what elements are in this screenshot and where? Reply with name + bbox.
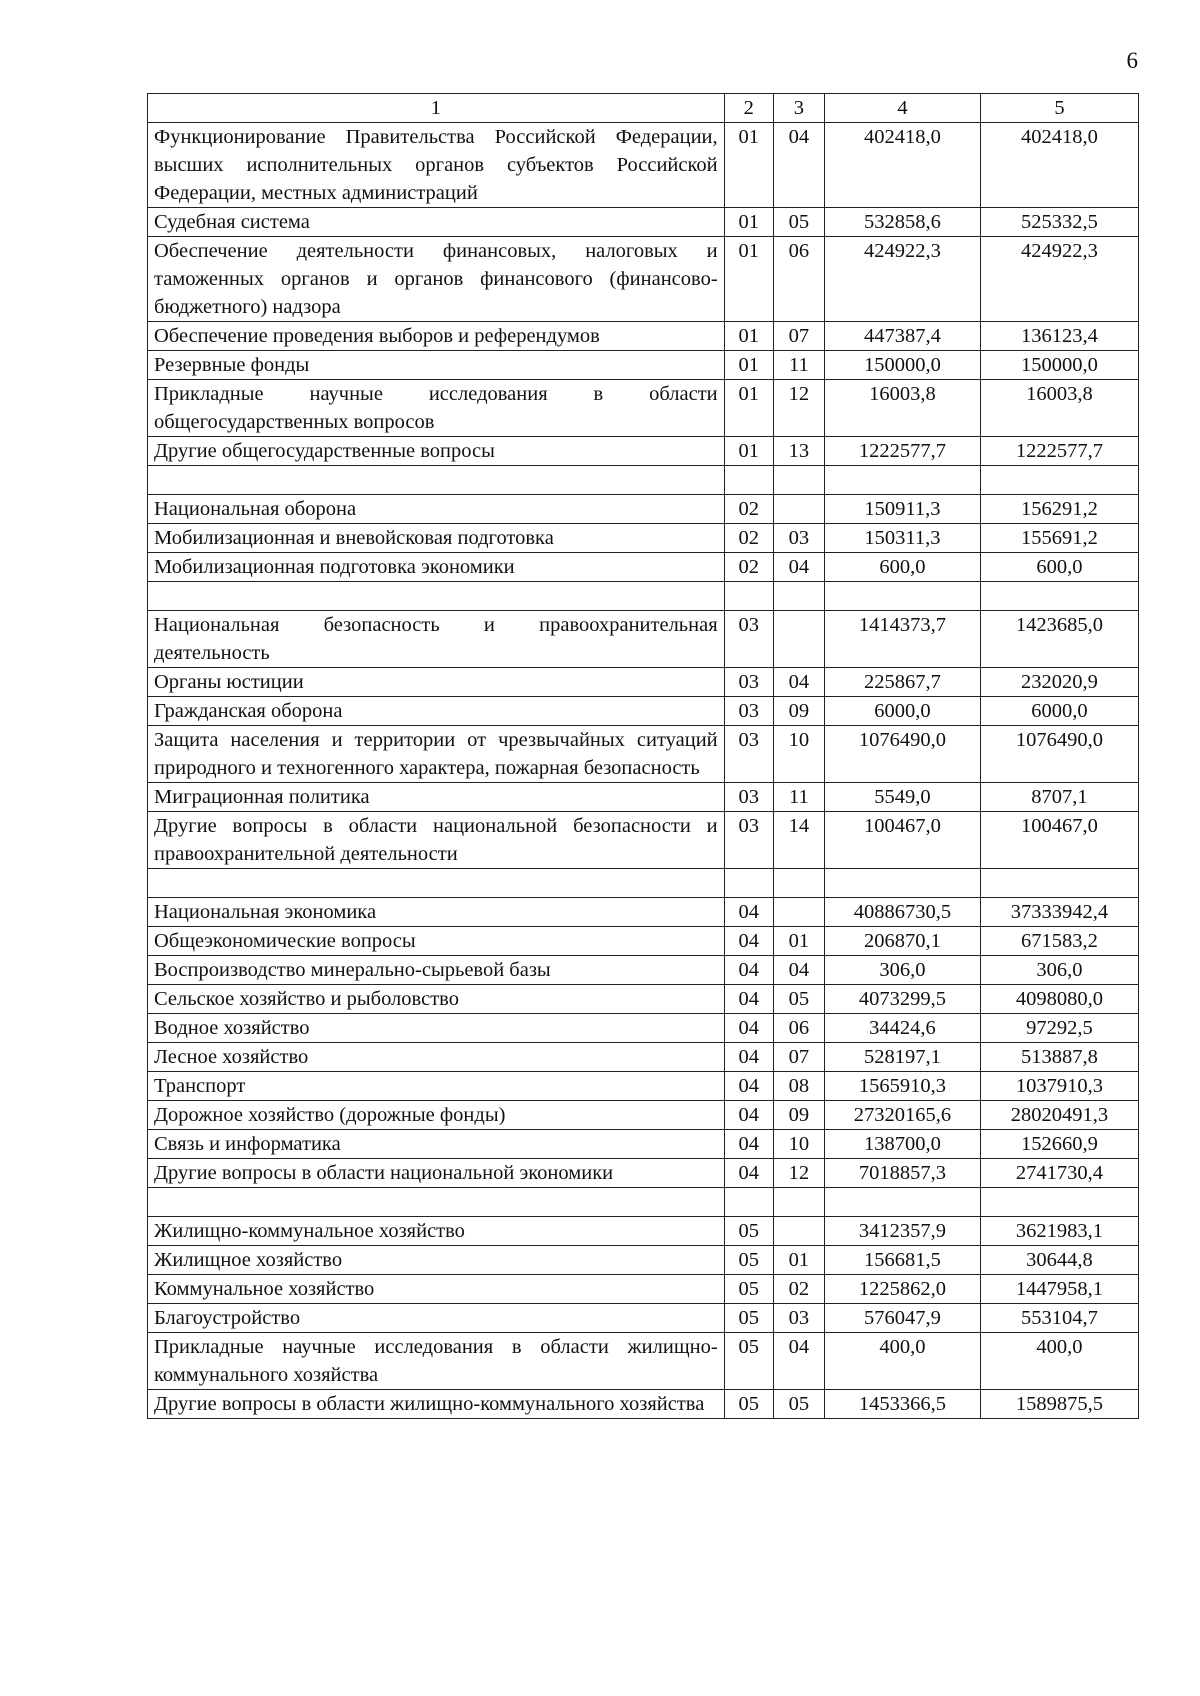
section-code-cell: 03 xyxy=(724,726,773,783)
subsection-code-cell xyxy=(773,1217,824,1246)
value-col5-cell: 513887,8 xyxy=(980,1043,1138,1072)
table-row xyxy=(148,1130,1139,1159)
row-name-cell: Жилищное хозяйство xyxy=(148,1246,725,1275)
row-name-cell: Благоустройство xyxy=(148,1304,725,1333)
section-code-cell: 02 xyxy=(724,553,773,582)
value-col5-cell: 136123,4 xyxy=(980,322,1138,351)
value-col5-cell: 100467,0 xyxy=(980,812,1138,869)
section-code-cell: 03 xyxy=(724,697,773,726)
empty-cell xyxy=(980,466,1138,495)
table-row xyxy=(148,1014,1139,1043)
value-col4-cell: 1222577,7 xyxy=(825,437,981,466)
subsection-code-cell: 09 xyxy=(773,1101,824,1130)
subsection-code-cell: 11 xyxy=(773,783,824,812)
table-row xyxy=(148,697,1139,726)
subsection-code-cell: 08 xyxy=(773,1072,824,1101)
empty-cell xyxy=(980,869,1138,898)
table-body xyxy=(148,94,1139,1419)
subsection-code-cell xyxy=(773,898,824,927)
table-row xyxy=(148,553,1139,582)
section-code-cell: 02 xyxy=(724,524,773,553)
table-row xyxy=(148,611,1139,668)
table-row xyxy=(148,495,1139,524)
empty-cell xyxy=(724,582,773,611)
row-name-cell: Мобилизационная и вневойсковая подготовка xyxy=(148,524,725,553)
value-col5-cell: 150000,0 xyxy=(980,351,1138,380)
section-code-cell: 05 xyxy=(724,1217,773,1246)
table-row xyxy=(148,380,1139,437)
table-row xyxy=(148,1101,1139,1130)
value-col4-cell: 3412357,9 xyxy=(825,1217,981,1246)
row-name-cell: Национальная экономика xyxy=(148,898,725,927)
value-col4-cell: 150911,3 xyxy=(825,495,981,524)
section-code-cell: 03 xyxy=(724,783,773,812)
row-name-cell: Другие вопросы в области жилищно-коммунального хозяйства xyxy=(148,1390,725,1419)
subsection-code-cell xyxy=(773,495,824,524)
row-name-cell: Судебная система xyxy=(148,208,725,237)
subsection-code-cell: 13 xyxy=(773,437,824,466)
empty-cell xyxy=(773,582,824,611)
value-col4-cell: 206870,1 xyxy=(825,927,981,956)
value-col5-cell: 1423685,0 xyxy=(980,611,1138,668)
section-code-cell: 01 xyxy=(724,123,773,208)
subsection-code-cell: 05 xyxy=(773,208,824,237)
blank-row xyxy=(148,869,1139,898)
empty-cell xyxy=(773,869,824,898)
subsection-code-cell: 10 xyxy=(773,1130,824,1159)
section-code-cell: 01 xyxy=(724,380,773,437)
value-col4-cell: 156681,5 xyxy=(825,1246,981,1275)
value-col4-cell: 1565910,3 xyxy=(825,1072,981,1101)
row-name-cell: Функционирование Правительства Российской Федерации, высших исполнительных органов субъектов Российской Федерации, местных администраций xyxy=(148,123,725,208)
value-col4-cell: 150000,0 xyxy=(825,351,981,380)
header-cell: 1 xyxy=(148,94,725,123)
table-row xyxy=(148,1275,1139,1304)
row-name-cell: Защита населения и территории от чрезвычайных ситуаций природного и техногенного характера, пожарная безопасность xyxy=(148,726,725,783)
table-row xyxy=(148,1304,1139,1333)
value-col5-cell: 1447958,1 xyxy=(980,1275,1138,1304)
empty-cell xyxy=(825,582,981,611)
value-col5-cell: 424922,3 xyxy=(980,237,1138,322)
row-name-cell: Другие вопросы в области национальной экономики xyxy=(148,1159,725,1188)
row-name-cell: Прикладные научные исследования в области жилищно-коммунального хозяйства xyxy=(148,1333,725,1390)
value-col4-cell: 1225862,0 xyxy=(825,1275,981,1304)
subsection-code-cell: 07 xyxy=(773,1043,824,1072)
table-row xyxy=(148,208,1139,237)
subsection-code-cell: 12 xyxy=(773,1159,824,1188)
header-row xyxy=(148,94,1139,123)
table-row xyxy=(148,1043,1139,1072)
table-row xyxy=(148,351,1139,380)
value-col4-cell: 1453366,5 xyxy=(825,1390,981,1419)
row-name-cell: Органы юстиции xyxy=(148,668,725,697)
section-code-cell: 04 xyxy=(724,956,773,985)
empty-cell xyxy=(148,582,725,611)
empty-cell xyxy=(773,1188,824,1217)
value-col5-cell: 152660,9 xyxy=(980,1130,1138,1159)
value-col5-cell: 156291,2 xyxy=(980,495,1138,524)
table-row xyxy=(148,437,1139,466)
table-row xyxy=(148,1390,1139,1419)
table-row xyxy=(148,237,1139,322)
value-col5-cell: 37333942,4 xyxy=(980,898,1138,927)
value-col5-cell: 8707,1 xyxy=(980,783,1138,812)
budget-table xyxy=(147,93,1139,1419)
row-name-cell: Дорожное хозяйство (дорожные фонды) xyxy=(148,1101,725,1130)
subsection-code-cell: 03 xyxy=(773,524,824,553)
row-name-cell: Транспорт xyxy=(148,1072,725,1101)
row-name-cell: Обеспечение деятельности финансовых, налоговых и таможенных органов и органов финансового (финансово-бюджетного) надзора xyxy=(148,237,725,322)
subsection-code-cell: 04 xyxy=(773,1333,824,1390)
value-col4-cell: 576047,9 xyxy=(825,1304,981,1333)
value-col5-cell: 402418,0 xyxy=(980,123,1138,208)
value-col5-cell: 600,0 xyxy=(980,553,1138,582)
value-col4-cell: 400,0 xyxy=(825,1333,981,1390)
row-name-cell: Прикладные научные исследования в области общегосударственных вопросов xyxy=(148,380,725,437)
value-col4-cell: 40886730,5 xyxy=(825,898,981,927)
value-col4-cell: 150311,3 xyxy=(825,524,981,553)
table-row xyxy=(148,898,1139,927)
empty-cell xyxy=(724,466,773,495)
empty-cell xyxy=(980,1188,1138,1217)
empty-cell xyxy=(148,466,725,495)
empty-cell xyxy=(825,1188,981,1217)
value-col5-cell: 3621983,1 xyxy=(980,1217,1138,1246)
value-col5-cell: 553104,7 xyxy=(980,1304,1138,1333)
table-row xyxy=(148,524,1139,553)
empty-cell xyxy=(148,869,725,898)
header-cell: 2 xyxy=(724,94,773,123)
blank-row xyxy=(148,1188,1139,1217)
subsection-code-cell: 04 xyxy=(773,123,824,208)
subsection-code-cell: 04 xyxy=(773,553,824,582)
empty-cell xyxy=(825,466,981,495)
subsection-code-cell: 02 xyxy=(773,1275,824,1304)
table-row xyxy=(148,812,1139,869)
row-name-cell: Обеспечение проведения выборов и референдумов xyxy=(148,322,725,351)
value-col5-cell: 1037910,3 xyxy=(980,1072,1138,1101)
value-col5-cell: 1076490,0 xyxy=(980,726,1138,783)
value-col4-cell: 600,0 xyxy=(825,553,981,582)
table-row xyxy=(148,1072,1139,1101)
section-code-cell: 05 xyxy=(724,1275,773,1304)
subsection-code-cell: 04 xyxy=(773,668,824,697)
section-code-cell: 03 xyxy=(724,668,773,697)
subsection-code-cell: 11 xyxy=(773,351,824,380)
row-name-cell: Национальная безопасность и правоохранительная деятельность xyxy=(148,611,725,668)
table-row xyxy=(148,1159,1139,1188)
value-col5-cell: 155691,2 xyxy=(980,524,1138,553)
value-col4-cell: 306,0 xyxy=(825,956,981,985)
table-row xyxy=(148,726,1139,783)
value-col4-cell: 447387,4 xyxy=(825,322,981,351)
section-code-cell: 04 xyxy=(724,927,773,956)
value-col5-cell: 16003,8 xyxy=(980,380,1138,437)
value-col5-cell: 671583,2 xyxy=(980,927,1138,956)
section-code-cell: 05 xyxy=(724,1390,773,1419)
header-cell: 3 xyxy=(773,94,824,123)
section-code-cell: 01 xyxy=(724,322,773,351)
value-col4-cell: 16003,8 xyxy=(825,380,981,437)
value-col5-cell: 97292,5 xyxy=(980,1014,1138,1043)
row-name-cell: Коммунальное хозяйство xyxy=(148,1275,725,1304)
value-col5-cell: 306,0 xyxy=(980,956,1138,985)
empty-cell xyxy=(980,582,1138,611)
value-col4-cell: 1076490,0 xyxy=(825,726,981,783)
section-code-cell: 05 xyxy=(724,1246,773,1275)
section-code-cell: 05 xyxy=(724,1333,773,1390)
subsection-code-cell: 10 xyxy=(773,726,824,783)
row-name-cell: Лесное хозяйство xyxy=(148,1043,725,1072)
empty-cell xyxy=(773,466,824,495)
subsection-code-cell: 06 xyxy=(773,237,824,322)
value-col4-cell: 100467,0 xyxy=(825,812,981,869)
empty-cell xyxy=(825,869,981,898)
section-code-cell: 04 xyxy=(724,1072,773,1101)
value-col4-cell: 7018857,3 xyxy=(825,1159,981,1188)
row-name-cell: Жилищно-коммунальное хозяйство xyxy=(148,1217,725,1246)
section-code-cell: 04 xyxy=(724,1101,773,1130)
value-col4-cell: 34424,6 xyxy=(825,1014,981,1043)
subsection-code-cell: 01 xyxy=(773,1246,824,1275)
row-name-cell: Резервные фонды xyxy=(148,351,725,380)
table-row xyxy=(148,668,1139,697)
row-name-cell: Гражданская оборона xyxy=(148,697,725,726)
page-number: 6 xyxy=(1126,48,1138,73)
row-name-cell: Связь и информатика xyxy=(148,1130,725,1159)
value-col4-cell: 532858,6 xyxy=(825,208,981,237)
section-code-cell: 01 xyxy=(724,208,773,237)
section-code-cell: 01 xyxy=(724,237,773,322)
value-col5-cell: 4098080,0 xyxy=(980,985,1138,1014)
value-col5-cell: 232020,9 xyxy=(980,668,1138,697)
section-code-cell: 03 xyxy=(724,611,773,668)
section-code-cell: 04 xyxy=(724,1130,773,1159)
subsection-code-cell: 09 xyxy=(773,697,824,726)
value-col4-cell: 528197,1 xyxy=(825,1043,981,1072)
value-col4-cell: 6000,0 xyxy=(825,697,981,726)
value-col5-cell: 6000,0 xyxy=(980,697,1138,726)
section-code-cell: 04 xyxy=(724,985,773,1014)
row-name-cell: Мобилизационная подготовка экономики xyxy=(148,553,725,582)
subsection-code-cell: 06 xyxy=(773,1014,824,1043)
value-col5-cell: 1222577,7 xyxy=(980,437,1138,466)
section-code-cell: 02 xyxy=(724,495,773,524)
empty-cell xyxy=(724,869,773,898)
table-row xyxy=(148,1333,1139,1390)
table-row xyxy=(148,322,1139,351)
table-row xyxy=(148,1246,1139,1275)
value-col5-cell: 30644,8 xyxy=(980,1246,1138,1275)
value-col4-cell: 4073299,5 xyxy=(825,985,981,1014)
blank-row xyxy=(148,466,1139,495)
value-col4-cell: 424922,3 xyxy=(825,237,981,322)
subsection-code-cell: 04 xyxy=(773,956,824,985)
subsection-code-cell: 05 xyxy=(773,1390,824,1419)
subsection-code-cell: 14 xyxy=(773,812,824,869)
section-code-cell: 03 xyxy=(724,812,773,869)
table-row xyxy=(148,123,1139,208)
table-row xyxy=(148,1217,1139,1246)
value-col4-cell: 27320165,6 xyxy=(825,1101,981,1130)
section-code-cell: 05 xyxy=(724,1304,773,1333)
row-name-cell: Водное хозяйство xyxy=(148,1014,725,1043)
row-name-cell: Национальная оборона xyxy=(148,495,725,524)
row-name-cell: Сельское хозяйство и рыболовство xyxy=(148,985,725,1014)
section-code-cell: 04 xyxy=(724,1014,773,1043)
row-name-cell: Миграционная политика xyxy=(148,783,725,812)
subsection-code-cell: 12 xyxy=(773,380,824,437)
value-col5-cell: 1589875,5 xyxy=(980,1390,1138,1419)
row-name-cell: Воспроизводство минерально-сырьевой базы xyxy=(148,956,725,985)
value-col4-cell: 5549,0 xyxy=(825,783,981,812)
header-cell: 4 xyxy=(825,94,981,123)
blank-row xyxy=(148,582,1139,611)
row-name-cell: Общеэкономические вопросы xyxy=(148,927,725,956)
section-code-cell: 04 xyxy=(724,898,773,927)
value-col5-cell: 2741730,4 xyxy=(980,1159,1138,1188)
table-row xyxy=(148,927,1139,956)
section-code-cell: 01 xyxy=(724,351,773,380)
section-code-cell: 04 xyxy=(724,1159,773,1188)
table-row xyxy=(148,783,1139,812)
value-col5-cell: 525332,5 xyxy=(980,208,1138,237)
subsection-code-cell: 03 xyxy=(773,1304,824,1333)
subsection-code-cell: 07 xyxy=(773,322,824,351)
header-cell: 5 xyxy=(980,94,1138,123)
empty-cell xyxy=(724,1188,773,1217)
subsection-code-cell: 05 xyxy=(773,985,824,1014)
section-code-cell: 04 xyxy=(724,1043,773,1072)
value-col5-cell: 400,0 xyxy=(980,1333,1138,1390)
value-col4-cell: 138700,0 xyxy=(825,1130,981,1159)
table-row xyxy=(148,956,1139,985)
value-col4-cell: 225867,7 xyxy=(825,668,981,697)
subsection-code-cell: 01 xyxy=(773,927,824,956)
row-name-cell: Другие общегосударственные вопросы xyxy=(148,437,725,466)
empty-cell xyxy=(148,1188,725,1217)
row-name-cell: Другие вопросы в области национальной безопасности и правоохранительной деятельности xyxy=(148,812,725,869)
section-code-cell: 01 xyxy=(724,437,773,466)
value-col5-cell: 28020491,3 xyxy=(980,1101,1138,1130)
value-col4-cell: 1414373,7 xyxy=(825,611,981,668)
table-row xyxy=(148,985,1139,1014)
subsection-code-cell xyxy=(773,611,824,668)
value-col4-cell: 402418,0 xyxy=(825,123,981,208)
